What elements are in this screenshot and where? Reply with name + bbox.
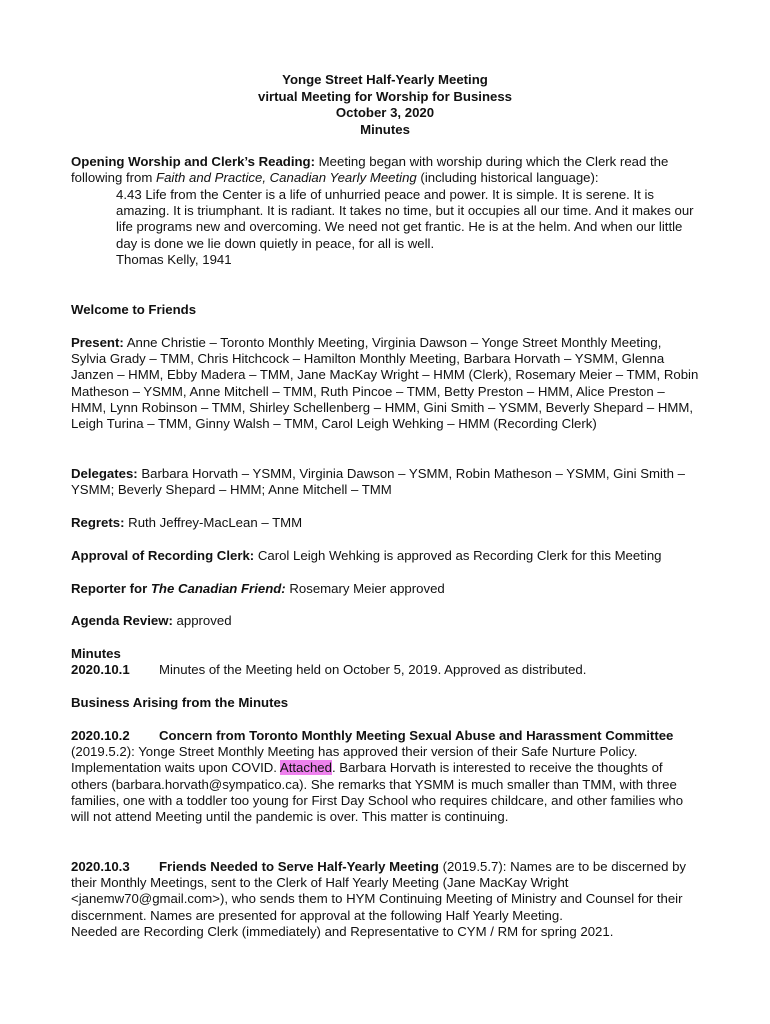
agenda-paragraph bbox=[71, 613, 699, 629]
quote-attribution: Thomas Kelly, 1941 bbox=[116, 251, 232, 267]
opening-quote bbox=[116, 187, 699, 268]
minute-title-3: Friends Needed to Serve Half-Yearly Meeting bbox=[159, 859, 439, 874]
reporter-paragraph bbox=[71, 581, 699, 597]
present-label: Present: bbox=[71, 335, 124, 350]
document-title: Minutes bbox=[360, 121, 410, 137]
delegates-label: Delegates: bbox=[71, 466, 138, 481]
meeting-type: virtual Meeting for Worship for Business bbox=[257, 88, 512, 104]
minute-text-3a: (2019.5.7): Names are to be discerned by their Monthly Meetings, sent to the Clerk of Half Yearly Meeting (Jane MacKay Wright <janemw70@gmail.com>), who sends them to HYM Continuing Meeting of Ministry and Counsel for their discernment. Names are presented for approval at the following Half Yearly Meeting. bbox=[71, 859, 687, 923]
present-paragraph bbox=[71, 335, 699, 432]
minute-title-2: Concern from Toronto Monthly Meeting Sexual Abuse and Harassment Committee bbox=[159, 728, 674, 743]
opening-label: Opening Worship and Clerk’s Reading: bbox=[71, 154, 315, 169]
opening-paragraph bbox=[71, 154, 699, 186]
business-heading-text: Business Arising from the Minutes bbox=[71, 695, 289, 710]
reporter-publication: The Canadian Friend: bbox=[150, 581, 286, 596]
regrets-label: Regrets: bbox=[71, 515, 125, 530]
reporter-text: Rosemary Meier approved bbox=[285, 581, 445, 596]
minutes-section bbox=[71, 646, 699, 678]
approval-text: Carol Leigh Wehking is approved as Recording Clerk for this Meeting bbox=[254, 548, 662, 563]
attached-highlight: Attached bbox=[279, 760, 332, 776]
minute-text-3b: Needed are Recording Clerk (immediately) and Representative to CYM / RM for spring 2021. bbox=[71, 923, 614, 939]
minute-text-2a: (2019.5.2): Yonge Street Monthly Meeting has approved their version of their Safe Nurture Policy. Implementation waits upon COVID. bbox=[71, 744, 638, 776]
opening-text-1: Meeting began with worship during which the Clerk read the following from bbox=[71, 154, 669, 186]
minute-text-2b: . Barbara Horvath is interested to receive the thoughts of others (barbara.horvath@sympatico.ca). She remarks that YSMM is much smaller than TMM, with three families, one with a toddler too young for First Day School who requires childcare, and other families who will not attend Meeting until the pandemic is over. This matter is continuing. bbox=[71, 760, 684, 825]
regrets-text: Ruth Jeffrey-MacLean – TMM bbox=[124, 515, 303, 530]
meeting-date: October 3, 2020 bbox=[335, 105, 435, 120]
delegates-paragraph bbox=[71, 466, 699, 498]
opening-source: Faith and Practice, Canadian Yearly Meeting bbox=[156, 170, 417, 186]
document-header bbox=[0, 72, 770, 138]
minute-number-1: 2020.10.1 bbox=[71, 662, 130, 678]
agenda-text: approved bbox=[172, 613, 232, 628]
minute-text-1: Minutes of the Meeting held on October 5, 2019. Approved as distributed. bbox=[159, 662, 587, 678]
approval-paragraph bbox=[71, 548, 699, 564]
minute-number-2: 2020.10.2 bbox=[71, 728, 130, 743]
business-heading bbox=[71, 695, 699, 711]
approval-label: Approval of Recording Clerk: bbox=[71, 548, 255, 563]
reporter-label: Reporter for bbox=[71, 581, 151, 596]
delegates-text: Barbara Horvath – YSMM, Virginia Dawson – YSMM, Robin Matheson – YSMM, Gini Smith – YSMM; Beverly Shepard – HMM; Anne Mitchell – TMM bbox=[71, 466, 685, 498]
regrets-paragraph bbox=[71, 515, 699, 531]
minutes-heading: Minutes bbox=[71, 646, 121, 661]
minute-number-3: 2020.10.3 bbox=[71, 859, 130, 874]
meeting-name: Yonge Street Half-Yearly Meeting bbox=[282, 72, 488, 87]
present-text: Anne Christie – Toronto Monthly Meeting, Virginia Dawson – Yonge Street Monthly Meeting, Sylvia Grady – TMM, Chris Hitchcock – Hamilton Monthly Meeting, Barbara Horvath – YSMM, Glenna Janzen – HMM, Ebby Madera – TMM, Jane MacKay Wright – HMM (Clerk), Rosemary Meier – TMM, Robin Matheson – YSMM, Anne Mitchell – TMM, Ruth Pincoe – TMM, Betty Preston – HMM, Alice Preston – HMM, Lynn Robinson – TMM, Shirley Schellenberg – HMM, Gini Smith – YSMM, Beverly Shepard – HMM, Leigh Turina – TMM, Ginny Walsh – TMM, Carol Leigh Wehking – HMM (Recording Clerk) bbox=[71, 335, 699, 432]
welcome-text: Welcome to Friends bbox=[71, 302, 197, 317]
minute-item-2 bbox=[71, 728, 699, 825]
minute-item-3 bbox=[71, 859, 699, 940]
opening-text-2: (including historical language): bbox=[416, 170, 599, 186]
agenda-label: Agenda Review: bbox=[71, 613, 173, 628]
quote-text: 4.43 Life from the Center is a life of unhurried peace and power. It is simple. It is serene. It is amazing. It is triumphant. It is radiant. It takes no time, but it occupies all our time. And it makes our life programs new and overcoming. We need not get frantic. He is at the helm. And when our little day is done we lie down quietly in peace, for all is well. bbox=[116, 187, 694, 251]
welcome-heading bbox=[71, 302, 699, 318]
